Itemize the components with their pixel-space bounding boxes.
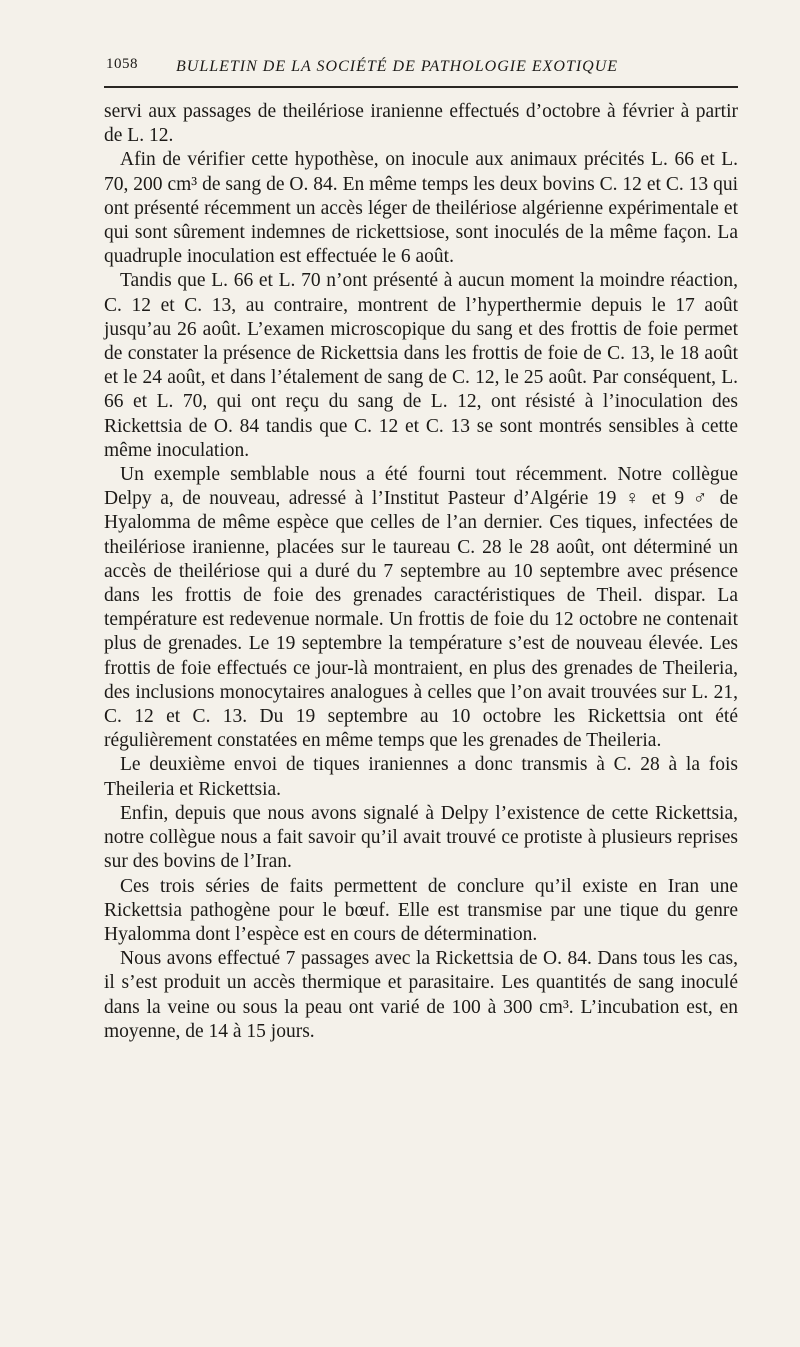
body-text (104, 100, 738, 1044)
paragraph: servi aux passages de theilériose iranienne effectués d’octobre à février à partir de L. 12. (104, 101, 738, 147)
paragraph: Un exemple semblable nous a été fourni tout récemment. Notre collègue Delpy a, de nouveau, adressé à l’Institut Pasteur d’Algérie 19 ♀ et 9 ♂ de Hyalomma de même espèce que celles de l’an dernier. Ces tiques, infectées de theilériose iranienne, placées sur le taureau C. 28 le 28 août, ont déterminé un accès de theilériose qui a duré du 7 septembre au 10 septembre avec présence dans les frottis de foie des grenades caractéristiques de Theil. dispar. La température est redevenue normale. Un frottis de foie du 12 octobre ne contenait plus de grenades. Le 19 septembre la température s’est de nouveau élevée. Les frottis de foie effectués ce jour-là montraient, en plus des grenades de Theileria, des inclusions monocytaires analogues à celles que l’on avait trouvées sur L. 21, C. 12 et C. 13. Du 19 septembre au 10 octobre les Rickettsia ont été régulièrement constatées en même temps que les grenades de Theileria. (104, 464, 738, 752)
paragraph: Ces trois séries de faits permettent de conclure qu’il existe en Iran une Rickettsia pathogène pour le bœuf. Elle est transmise par une tique du genre Hyalomma dont l’espèce est en cours de détermination. (104, 875, 738, 945)
paragraph: Enfin, depuis que nous avons signalé à Delpy l’existence de cette Rickettsia, notre collègue nous a fait savoir qu’il avait trouvé ce protiste à plusieurs reprises sur des bovins de l’Iran. (104, 802, 738, 873)
paragraph: Tandis que L. 66 et L. 70 n’ont présenté à aucun moment la moindre réaction, C. 12 et C. 13, au contraire, montrent de l’hyperthermie depuis le 17 août jusqu’au 26 août. L’examen microscopique du sang et des frottis de foie permet de constater la présence de Rickettsia dans les frottis de foie de C. 13, le 18 août et le 24 août, et dans l’étalement de sang de C. 12, le 25 août. Par conséquent, L. 66 et L. 70, qui ont reçu du sang de L. 12, ont résisté à l’inoculation des Rickettsia de O. 84 tandis que C. 12 et C. 13 se sont montrés sensibles à cette même inoculation. (104, 270, 738, 461)
paragraph: Nous avons effectué 7 passages avec la Rickettsia de O. 84. Dans tous les cas, il s’est produit un accès thermique et parasitaire. Les quantités de sang inoculé dans la veine ou sous la peau ont varié de 100 à 300 cm³. L’incubation est, en moyenne, de 14 à 15 jours. (104, 948, 738, 1042)
paragraph: Afin de vérifier cette hypothèse, on inocule aux animaux précités L. 66 et L. 70, 200 cm³ de sang de O. 84. En même temps les deux bovins C. 12 et C. 13 qui ont présenté récemment un accès léger de theilériose algérienne expérimentale et qui sont sûrement indemnes de rickettsiose, sont inoculés de la même façon. La quadruple inoculation est effectuée le 6 août. (104, 149, 738, 268)
running-title: BULLETIN DE LA SOCIÉTÉ DE PATHOLOGIE EXOTIQUE (176, 58, 619, 75)
paragraph: Le deuxième envoi de tiques iraniennes a donc transmis à C. 28 à la fois Theileria et Rickettsia. (104, 754, 738, 800)
page-number: 1058 (106, 56, 138, 72)
page-header (104, 52, 738, 88)
